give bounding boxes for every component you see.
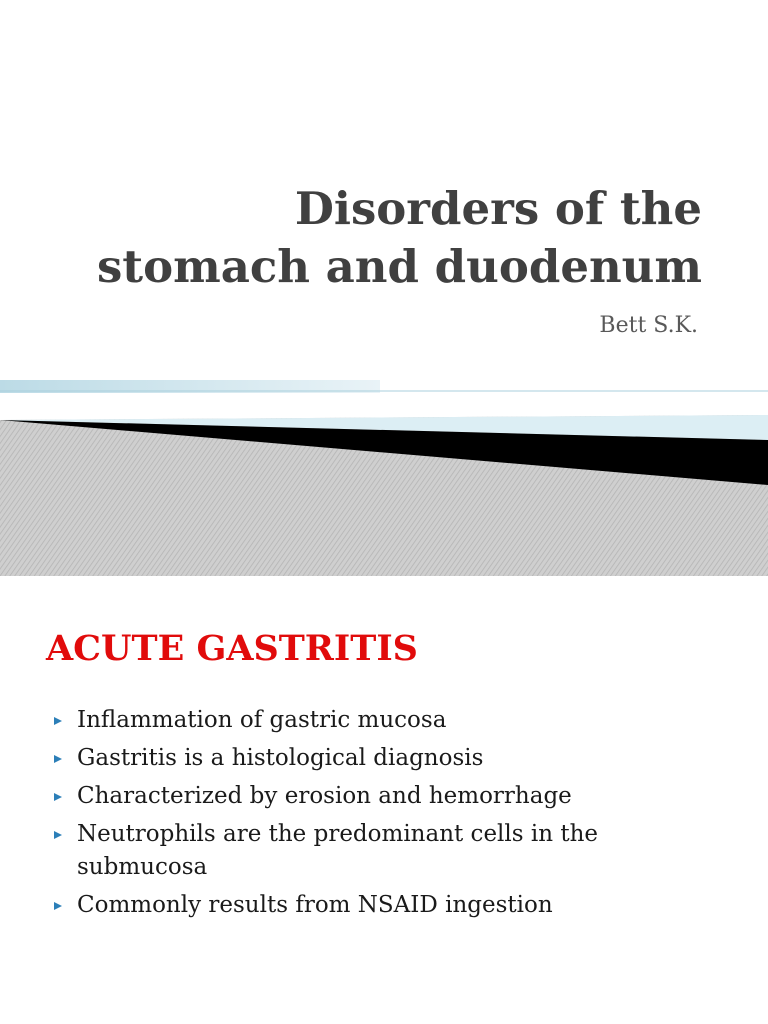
slide-title: Disorders of the stomach and duodenum	[96, 182, 702, 293]
triangle-right-icon	[54, 831, 62, 839]
triangle-right-icon	[54, 755, 62, 763]
slide-subtitle: Bett S.K.	[599, 313, 698, 338]
slide-heading: ACUTE GASTRITIS	[46, 628, 418, 669]
decorative-banner	[0, 380, 768, 576]
triangle-right-icon	[54, 717, 62, 725]
list-item	[50, 780, 730, 813]
bullet-list	[50, 704, 730, 927]
list-item	[50, 818, 730, 884]
list-item	[50, 704, 730, 737]
bullet-text: Inflammation of gastric mucosa	[77, 707, 447, 733]
triangle-right-icon	[54, 793, 62, 801]
bullet-text: Neutrophils are the predominant cells in the submucosa	[77, 821, 599, 880]
bullet-text: Commonly results from NSAID ingestion	[77, 892, 553, 918]
bullet-text: Gastritis is a histological diagnosis	[77, 745, 484, 771]
list-item	[50, 742, 730, 775]
content-slide	[0, 576, 768, 1024]
bullet-text: Characterized by erosion and hemorrhage	[77, 783, 572, 809]
triangle-right-icon	[54, 902, 62, 910]
list-item	[50, 889, 730, 922]
